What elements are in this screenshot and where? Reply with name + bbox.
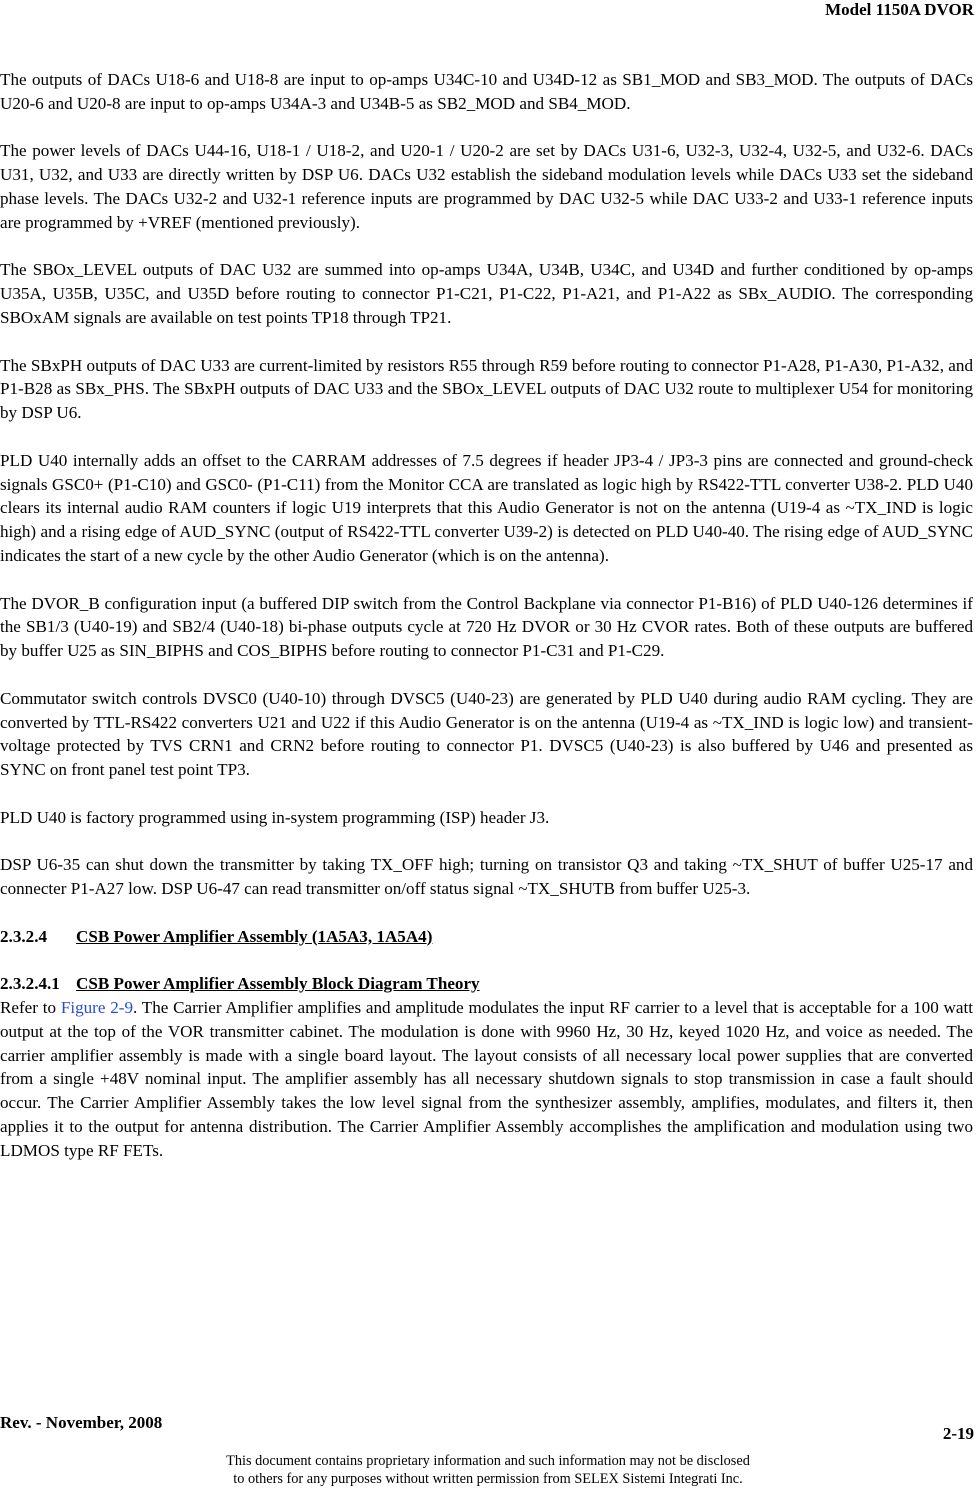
- section-heading-2-3-2-4: [0, 925, 973, 949]
- footer-page-number: 2-19: [942, 1424, 974, 1443]
- footer-revision: Rev. - November, 2008: [0, 1413, 163, 1432]
- disclaimer-line-1: This document contains proprietary information and such information may not be disclosed: [226, 1453, 750, 1469]
- paragraph-carrier-amplifier: [0, 996, 973, 1163]
- paragraph-tx-shutdown: DSP U6-35 can shut down the transmitter by taking TX_OFF high; turning on transistor Q3 and taking ~TX_SHUT of buffer U25-17 and connecter P1-A27 low. DSP U6-47 can read transmitter on/off status signal ~TX_SHUTB from buffer U25-3.: [0, 855, 973, 899]
- paragraph-sbxph: The SBxPH outputs of DAC U33 are current-limited by resistors R55 through R59 before routing to connector P1-A28, P1-A30, P1-A32, and P1-B28 as SBx_PHS. The SBxPH outputs of DAC U33 and the SBOx_LEVEL outputs of DAC U32 route to multiplexer U54 for monitoring by DSP U6.: [0, 355, 973, 423]
- paragraph-sbox-level: The SBOx_LEVEL outputs of DAC U32 are summed into op-amps U34A, U34B, U34C, and U34D and further conditioned by op-amps U35A, U35B, U35C, and U35D before routing to connector P1-C21, P1-C22, P1-A21, and P1-A22 as SBx_AUDIO. The corresponding SBOxAM signals are available on test points TP18 through TP21.: [0, 260, 973, 327]
- body-text: [0, 68, 973, 1186]
- paragraph-isp: PLD U40 is factory programmed using in-system programming (ISP) header J3.: [0, 807, 550, 827]
- subsection-number: 2.3.2.4.1: [0, 974, 60, 994]
- header-model: Model 1150A DVOR: [825, 0, 974, 19]
- paragraph-power-levels: The power levels of DACs U44-16, U18-1 / U18-2, and U20-1 / U20-2 are set by DACs U31-6, U32-3, U32-4, U32-5, and U32-6. DACs U31, U32, and U33 are directly written by DSP U6. DACs U32 establish the sideband modulation levels while DACs U33 set the sideband phase levels. The DACs U32-2 and U32-1 reference inputs are programmed by DAC U32-5 while DAC U33-2 and U33-1 reference inputs are programmed by +VREF (mentioned previously).: [0, 141, 973, 232]
- figure-link[interactable]: Figure 2-9: [60, 998, 134, 1018]
- disclaimer-line-2: to others for any purposes without written permission from SELEX Sistemi Integrati Inc.: [233, 1471, 743, 1487]
- refer-prefix: Refer to: [0, 998, 61, 1018]
- paragraph-dac-outputs: The outputs of DACs U18-6 and U18-8 are input to op-amps U34C-10 and U34D-12 as SB1_MOD and SB3_MOD. The outputs of DACs U20-6 and U20-8 are input to op-amps U34A-3 and U34B-5 as SB2_MOD and SB4_MOD.: [0, 70, 973, 113]
- footer-disclaimer: [0, 1452, 976, 1488]
- carrier-amplifier-text: . The Carrier Amplifier amplifies and amplitude modulates the input RF carrier to a level that is acceptable for a 100 watt output at the top of the VOR transmitter cabinet. The modulation is done with 9960 Hz, 30 Hz, keyed 1020 Hz, and voice as needed. The carrier amplifier assembly is made with a single board layout. The layout consists of all necessary local power supplies that are converted from a single +48V nominal input. The amplifier assembly has all necessary shutdown signals to stop transmission in case a fault should occur. The Carrier Amplifier Assembly takes the low level signal from the synthesizer assembly, amplifies, modulates, and filters it, then applies it to the output for antenna distribution. The Carrier Amplifier Assembly accomplishes the amplification and modulation using two LDMOS type RF FETs.: [0, 998, 973, 1160]
- subsection-title: CSB Power Amplifier Assembly Block Diagram Theory: [76, 974, 480, 994]
- section-number: 2.3.2.4: [0, 926, 48, 946]
- paragraph-dvor-b: The DVOR_B configuration input (a buffered DIP switch from the Control Backplane via connector P1-B16) of PLD U40-126 determines if the SB1/3 (U40-19) and SB2/4 (U40-18) bi-phase outputs cycle at 720 Hz DVOR or 30 Hz CVOR rates. Both of these outputs are buffered by buffer U25 as SIN_BIPHS and COS_BIPHS before routing to connector P1-C31 and P1-C29.: [0, 593, 973, 661]
- section-title: CSB Power Amplifier Assembly (1A5A3, 1A5A4): [76, 926, 433, 946]
- section-heading-2-3-2-4-1: [0, 972, 973, 996]
- paragraph-commutator: Commutator switch controls DVSC0 (U40-10) through DVSC5 (U40-23) are generated by PLD U40 during audio RAM cycling. They are converted by TTL-RS422 converters U21 and U22 if this Audio Generator is on the antenna (U19-4 as ~TX_IND is logic low) and transient-voltage protected by TVS CRN1 and CRN2 before routing to connector P1. DVSC5 (U40-23) is also buffered by U46 and presented as SYNC on front panel test point TP3.: [0, 688, 973, 780]
- paragraph-pld-offset: PLD U40 internally adds an offset to the CARRAM addresses of 7.5 degrees if header JP3-4 / JP3-3 pins are connected and ground-check signals GSC0+ (P1-C10) and GSC0- (P1-C11) from the Monitor CCA are translated as logic high by RS422-TTL converter U38-2. PLD U40 clears its internal audio RAM counters if logic U19 interprets that this Audio Generator is not on the antenna (U19-4 as ~TX_IND is logic high) and a rising edge of AUD_SYNC (output of RS422-TTL converter U39-2) is detected on PLD U40-40. The rising edge of AUD_SYNC indicates the start of a new cycle by the other Audio Generator (which is on the antenna).: [0, 450, 973, 565]
